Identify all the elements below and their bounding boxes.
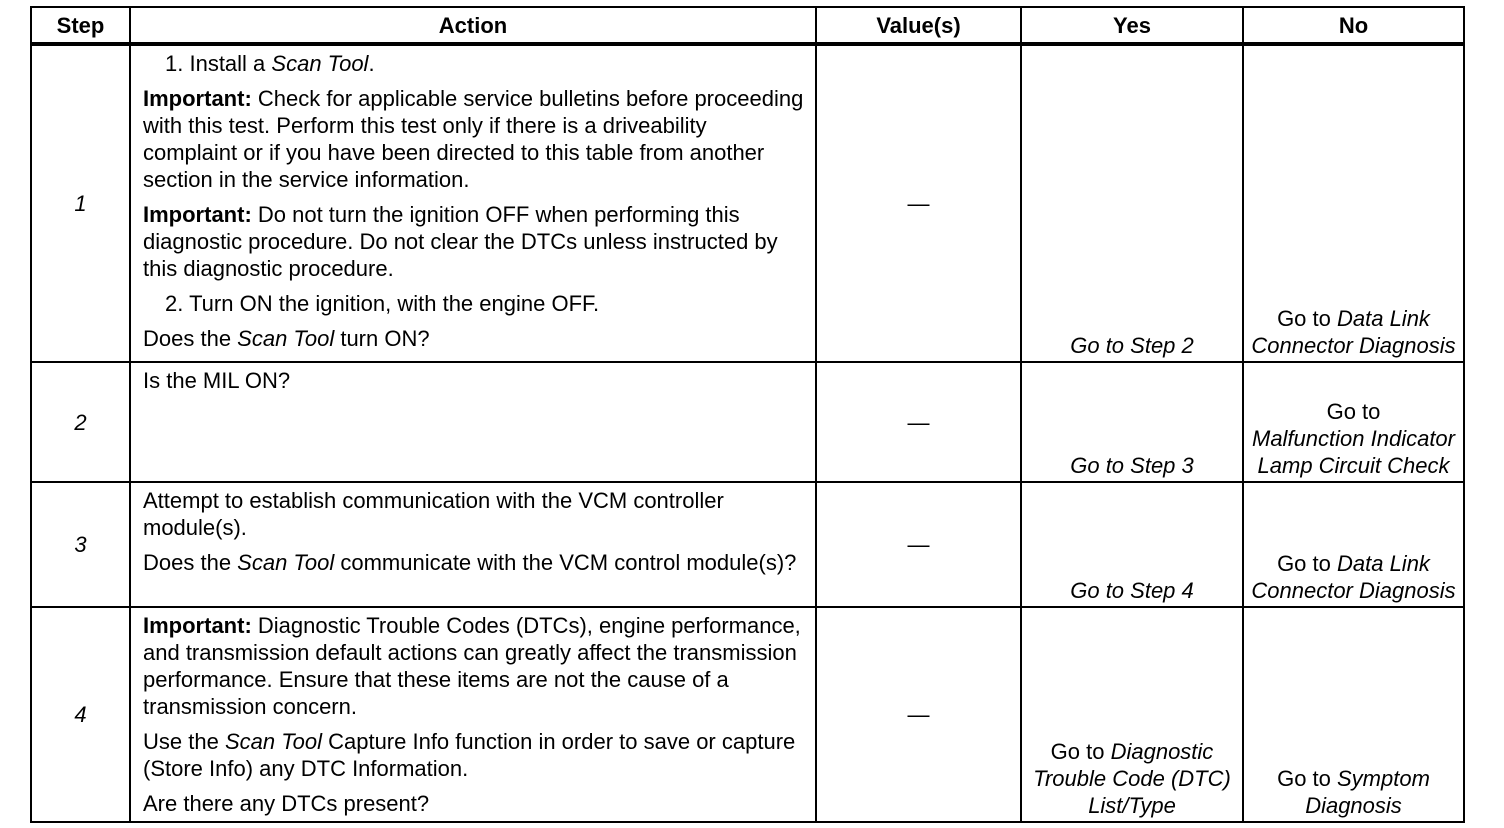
no-goto-link[interactable]: Malfunction Indicator Lamp Circuit Check — [1252, 426, 1455, 478]
value-cell: — — [816, 482, 1021, 607]
no-goto-link[interactable]: Data Link Connector Diagnosis — [1251, 551, 1456, 603]
important-note: Important: Check for applicable service bulletins before proceeding with this test. Perform this test only if there is a driveability complaint or if you have been directed to this table from another section in the service information. — [143, 86, 804, 192]
no-cell: Go to Symptom Diagnosis — [1243, 607, 1464, 822]
table-row — [31, 482, 1464, 607]
table-row — [31, 362, 1464, 482]
header-no: No — [1243, 7, 1464, 44]
value-cell: — — [816, 607, 1021, 822]
no-cell: Go to Data Link Connector Diagnosis — [1243, 44, 1464, 362]
yes-goto-link[interactable]: Go to Step 3 — [1070, 453, 1194, 478]
action-question: Are there any DTCs present? — [143, 791, 430, 816]
important-note: Important: Do not turn the ignition OFF when performing this diagnostic procedure. Do not clear the DTCs unless instructed by this diagnostic procedure. — [143, 202, 778, 281]
table-row — [31, 607, 1464, 822]
step-number: 4 — [31, 607, 130, 822]
action-cell — [130, 44, 816, 362]
action-cell — [130, 362, 816, 482]
value-cell: — — [816, 362, 1021, 482]
header-action: Action — [130, 7, 816, 44]
diagnostic-table — [30, 6, 1465, 823]
yes-goto-link[interactable]: Go to Step 2 — [1070, 333, 1194, 358]
yes-goto-link[interactable]: Diagnostic Trouble Code (DTC) List/Type — [1033, 739, 1231, 818]
no-cell: Go to Data Link Connector Diagnosis — [1243, 482, 1464, 607]
step-number: 3 — [31, 482, 130, 607]
yes-goto-link[interactable]: Go to Step 4 — [1070, 578, 1194, 603]
value-cell: — — [816, 44, 1021, 362]
action-cell — [130, 607, 816, 822]
header-row — [31, 7, 1464, 44]
action-question: Does the Scan Tool turn ON? — [143, 326, 430, 351]
yes-cell — [1021, 482, 1243, 607]
no-cell: Go to Malfunction Indicator Lamp Circuit Check — [1243, 362, 1464, 482]
yes-cell — [1021, 362, 1243, 482]
step-number: 1 — [31, 44, 130, 362]
action-cell — [130, 482, 816, 607]
no-goto-link[interactable]: Symptom Diagnosis — [1305, 766, 1430, 818]
action-instruction: Attempt to establish communication with the VCM controller module(s). — [143, 488, 724, 540]
header-values: Value(s) — [816, 7, 1021, 44]
action-step-item: 2. Turn ON the ignition, with the engine OFF. — [165, 291, 600, 316]
action-question: Does the Scan Tool communicate with the VCM control module(s)? — [143, 550, 797, 575]
yes-cell: Go to Diagnostic Trouble Code (DTC) List/Type — [1021, 607, 1243, 822]
important-note: Important: Diagnostic Trouble Codes (DTCs), engine performance, and transmission default actions can greatly affect the transmission performance. Ensure that these items are not the cause of a transmission concern. — [143, 613, 801, 719]
header-yes: Yes — [1021, 7, 1243, 44]
step-number: 2 — [31, 362, 130, 482]
no-goto-link[interactable]: Data Link Connector Diagnosis — [1251, 306, 1456, 358]
table-row — [31, 44, 1464, 362]
header-step: Step — [31, 7, 130, 44]
action-question: Is the MIL ON? — [143, 368, 291, 393]
yes-cell — [1021, 44, 1243, 362]
action-step-item: 1. Install a Scan Tool. — [165, 51, 375, 76]
action-instruction: Use the Scan Tool Capture Info function in order to save or capture (Store Info) any DTC Information. — [143, 729, 796, 781]
